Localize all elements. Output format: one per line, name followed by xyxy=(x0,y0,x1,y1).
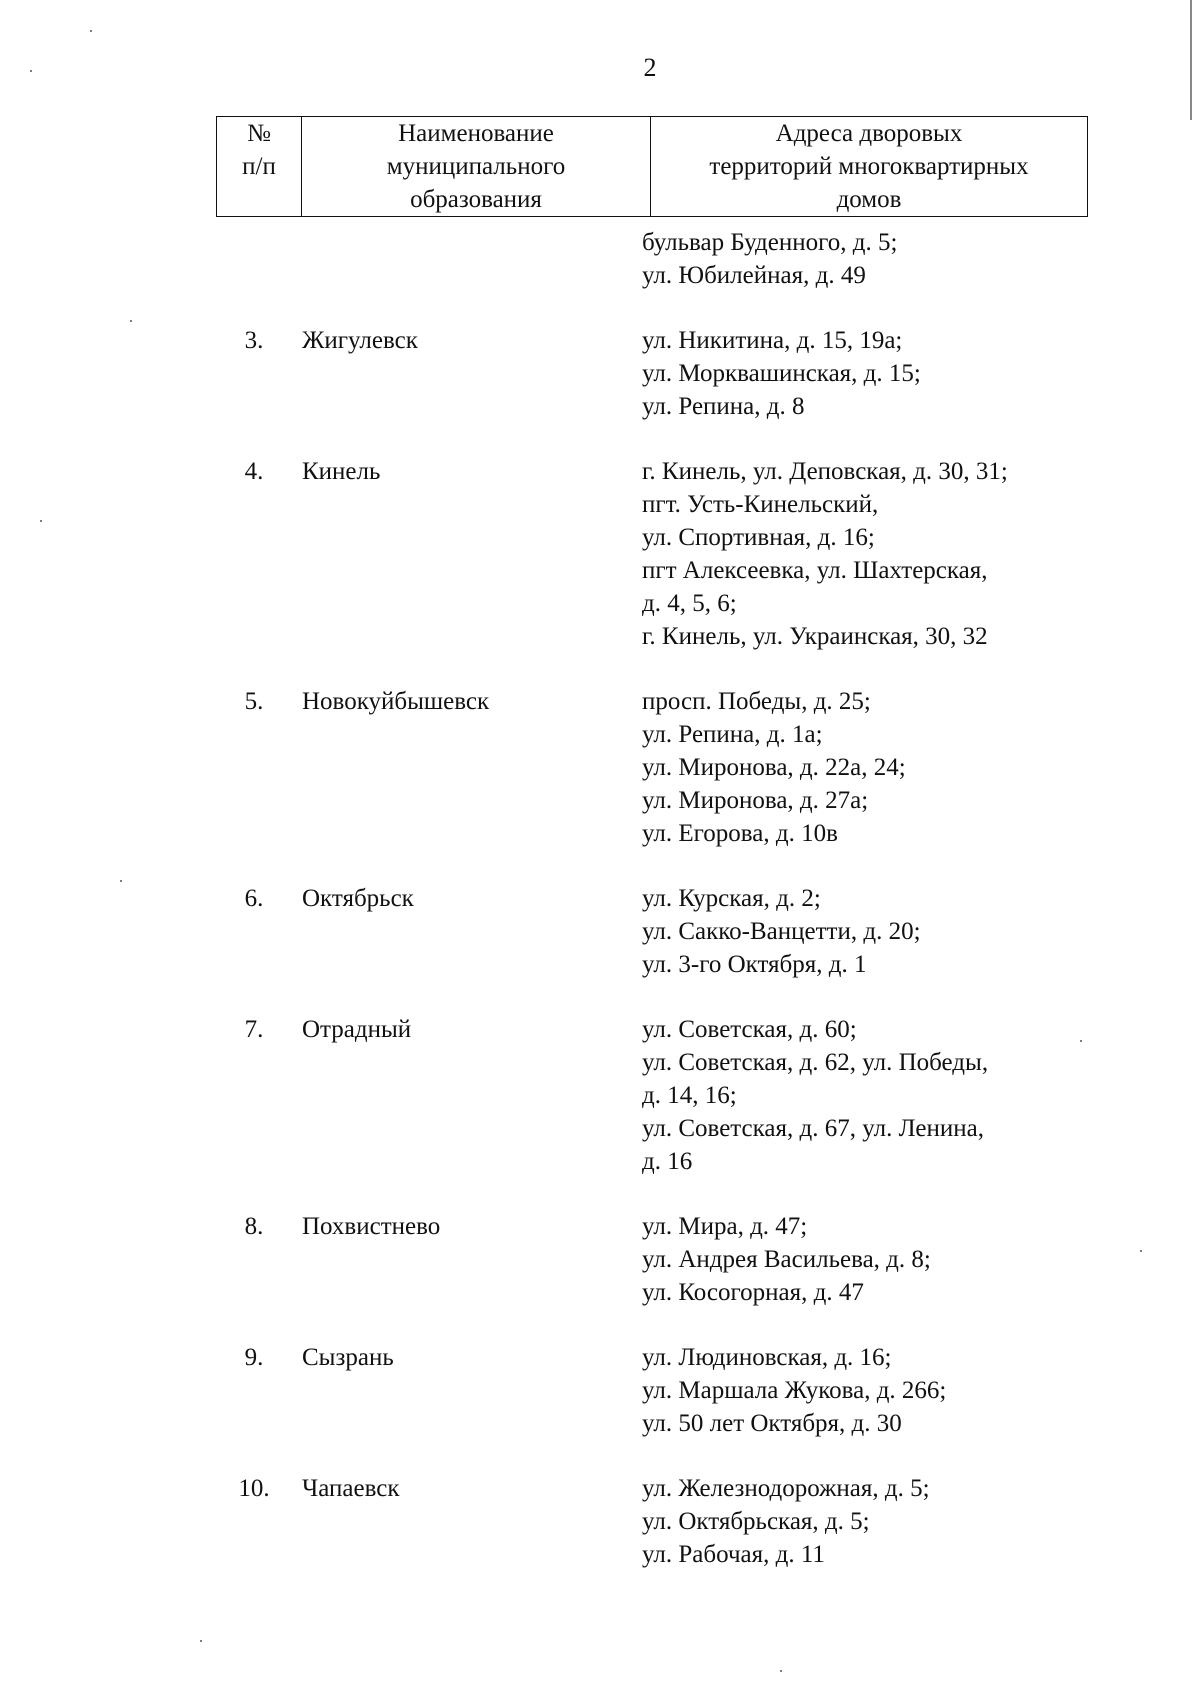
address-line: ул. Спортивная, д. 16; xyxy=(642,524,875,551)
municipality-name: Отрадный xyxy=(302,1016,412,1043)
row-number: 5. xyxy=(244,688,264,715)
address-cell xyxy=(642,455,1116,653)
table-row xyxy=(216,1472,1116,1571)
address-line: д. 16 xyxy=(642,1148,693,1175)
header-num xyxy=(217,117,302,217)
header-text: № xyxy=(247,120,271,147)
table-row xyxy=(216,1210,1116,1309)
municipality-name: Новокуйбышевск xyxy=(302,688,490,715)
address-line: д. 4, 5, 6; xyxy=(642,590,737,617)
address-line: ул. Советская, д. 62, ул. Победы, xyxy=(642,1049,989,1076)
row-number: 7. xyxy=(244,1016,264,1043)
address-cell xyxy=(642,324,1116,423)
table-row xyxy=(216,1013,1116,1178)
table-row xyxy=(216,455,1116,653)
address-line: ул. Андрея Васильева, д. 8; xyxy=(642,1246,931,1273)
municipality-name: Чапаевск xyxy=(302,1475,400,1502)
address-line: пгт. Усть-Кинельский, xyxy=(642,491,879,518)
row-number: 8. xyxy=(244,1213,264,1240)
header-addresses xyxy=(651,117,1088,217)
address-line: ул. Юбилейная, д. 49 xyxy=(642,262,866,289)
row-spacer xyxy=(216,1309,1116,1341)
row-spacer xyxy=(216,292,1116,324)
table-row xyxy=(216,882,1116,981)
address-cell xyxy=(642,1210,1116,1309)
table-row xyxy=(216,324,1116,423)
address-line: ул. Советская, д. 60; xyxy=(642,1016,857,1043)
address-line: пгт Алексеевка, ул. Шахтерская, xyxy=(642,557,988,584)
row-spacer xyxy=(216,1440,1116,1472)
address-line: ул. Никитина, д. 15, 19а; xyxy=(642,327,903,354)
scan-speck xyxy=(780,1670,782,1672)
address-line: бульвар Буденного, д. 5; xyxy=(642,229,898,256)
address-line: ул. Миронова, д. 22а, 24; xyxy=(642,754,906,781)
header-municipality xyxy=(302,117,651,217)
address-cell xyxy=(642,685,1116,850)
scan-speck xyxy=(1080,1040,1082,1042)
address-line: ул. Маршала Жукова, д. 266; xyxy=(642,1377,947,1404)
row-number: 10. xyxy=(238,1475,270,1502)
table-header xyxy=(216,116,1088,217)
address-cell xyxy=(642,882,1116,981)
municipality-name: Сызрань xyxy=(302,1344,394,1371)
address-cell xyxy=(642,226,1116,292)
row-spacer xyxy=(216,653,1116,685)
header-row xyxy=(217,117,1088,217)
row-spacer xyxy=(216,423,1116,455)
header-text: п/п xyxy=(242,153,276,180)
municipality-name: Октябрьск xyxy=(302,885,414,912)
header-text: Адреса дворовых xyxy=(775,120,963,147)
address-line: ул. Людиновская, д. 16; xyxy=(642,1344,892,1371)
address-line: ул. Советская, д. 67, ул. Ленина, xyxy=(642,1115,984,1142)
address-line: ул. 50 лет Октября, д. 30 xyxy=(642,1410,902,1437)
page-number: 2 xyxy=(643,53,657,82)
address-line: ул. Егорова, д. 10в xyxy=(642,820,838,847)
header-text: муниципального xyxy=(386,153,566,180)
scan-speck xyxy=(40,520,42,522)
row-spacer xyxy=(216,1178,1116,1210)
scan-speck xyxy=(130,320,132,322)
address-line: ул. Репина, д. 8 xyxy=(642,393,805,420)
header-text: образования xyxy=(410,186,542,213)
scan-speck xyxy=(200,1640,202,1642)
address-line: ул. Миронова, д. 27а; xyxy=(642,787,869,814)
header-text: территорий многоквартирных xyxy=(709,153,1029,180)
row-spacer xyxy=(216,981,1116,1013)
row-spacer xyxy=(216,850,1116,882)
address-line: ул. Железнодорожная, д. 5; xyxy=(642,1475,930,1502)
address-cell xyxy=(642,1341,1116,1440)
address-line: ул. Октябрьская, д. 5; xyxy=(642,1508,870,1535)
header-text: Наименование xyxy=(398,120,554,147)
row-number: 6. xyxy=(244,885,264,912)
address-line: ул. Курская, д. 2; xyxy=(642,885,821,912)
address-line: г. Кинель, ул. Украинская, 30, 32 xyxy=(642,623,988,650)
table-row-continuation xyxy=(216,226,1116,292)
municipality-name: Похвистнево xyxy=(302,1213,441,1240)
address-line: ул. Репина, д. 1а; xyxy=(642,721,823,748)
row-number: 9. xyxy=(244,1344,264,1371)
row-number: 3. xyxy=(244,327,264,354)
address-line: ул. Рабочая, д. 11 xyxy=(642,1541,825,1568)
scan-speck xyxy=(120,880,122,882)
address-line: д. 14, 16; xyxy=(642,1082,737,1109)
table-body xyxy=(216,226,1116,1571)
municipality-name: Кинель xyxy=(302,458,381,485)
address-line: просп. Победы, д. 25; xyxy=(642,688,871,715)
header-text: домов xyxy=(836,186,902,213)
address-cell xyxy=(642,1013,1116,1178)
scan-speck xyxy=(1140,1250,1142,1252)
address-line: ул. Косогорная, д. 47 xyxy=(642,1279,864,1306)
scan-edge-mark xyxy=(1190,0,1192,120)
address-cell xyxy=(642,1472,1116,1571)
address-line: ул. Морквашинская, д. 15; xyxy=(642,360,921,387)
row-number: 4. xyxy=(244,458,264,485)
table-row xyxy=(216,1341,1116,1440)
scan-speck xyxy=(90,30,92,32)
table-row xyxy=(216,685,1116,850)
scan-speck xyxy=(30,70,32,72)
address-line: ул. 3-го Октября, д. 1 xyxy=(642,951,867,978)
address-line: г. Кинель, ул. Деповская, д. 30, 31; xyxy=(642,458,1008,485)
municipality-name: Жигулевск xyxy=(302,327,418,354)
address-line: ул. Мира, д. 47; xyxy=(642,1213,808,1240)
address-line: ул. Сакко-Ванцетти, д. 20; xyxy=(642,918,921,945)
